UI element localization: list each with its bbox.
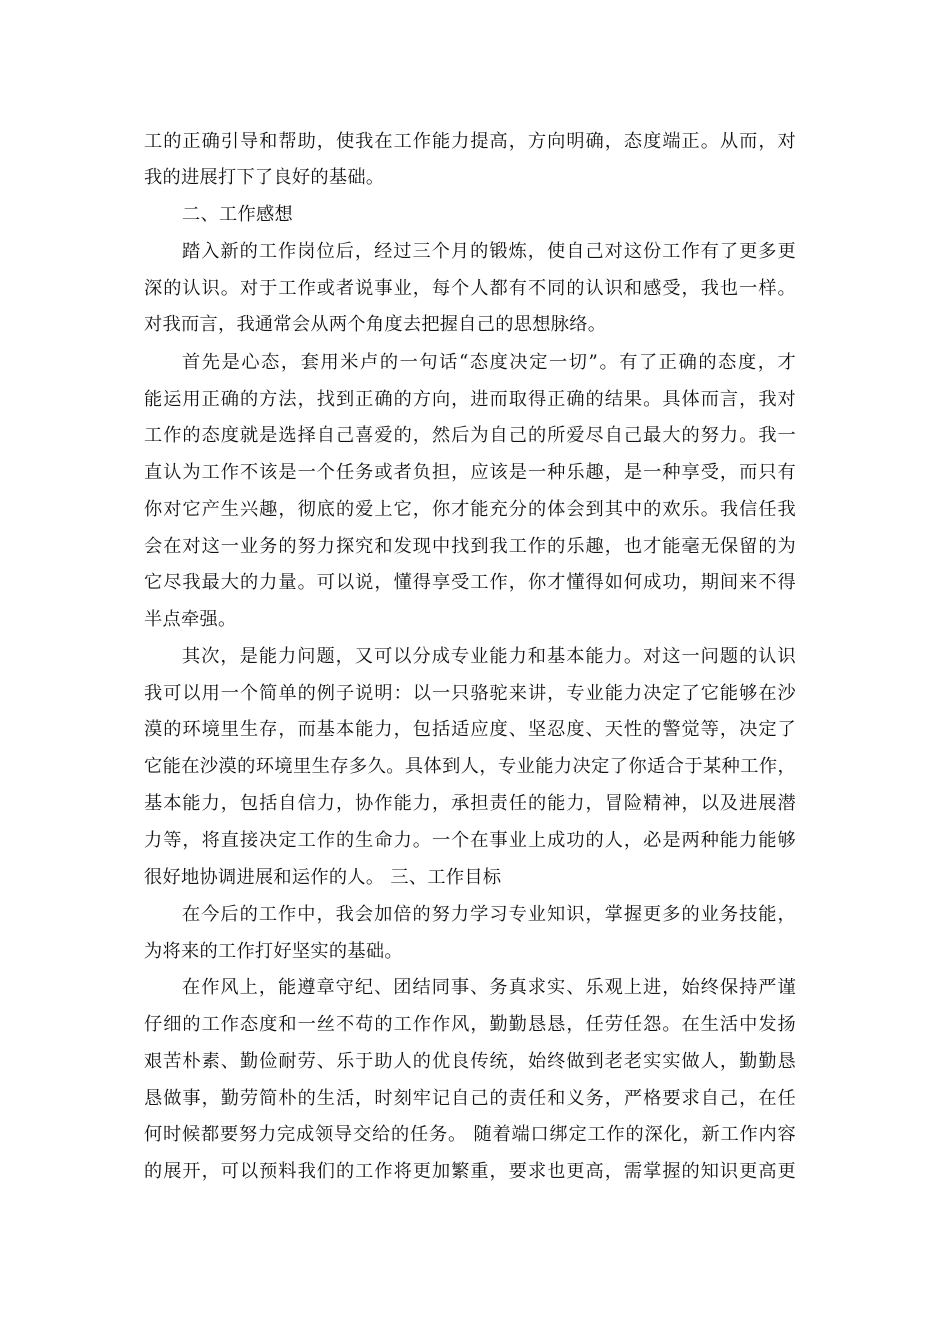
text-line: 其次，是能力问题，又可以分成专业能力和基本能力。对这一问题的认识 [182,646,796,667]
text-line: 工的正确引导和帮助，使我在工作能力提高，方向明确，态度端正。从而，对 [144,131,796,152]
text-line: 它能在沙漠的环境里生存多久。具体到人，专业能力决定了你适合于某种工作， [144,756,796,777]
text-line: 我可以用一个简单的例子说明：以一只骆驼来讲，专业能力决定了它能够在沙 [144,683,796,704]
text-line: 它尽我最大的力量。可以说，懂得享受工作，你才懂得如何成功，期间来不得 [144,572,796,593]
text-line: 何时候都要努力完成领导交给的任务。 随着端口绑定工作的深化，新工作内容 [144,1124,796,1145]
text-line: 对我而言，我通常会从两个角度去把握自己的思想脉络。 [144,314,607,335]
text-line: 恳做事，勤劳简朴的生活，时刻牢记自己的责任和义务，严格要求自己，在任 [144,1088,796,1109]
text-line: 深的认识。对于工作或者说事业，每个人都有不同的认识和感受，我也一样。 [144,278,796,299]
text-line: 艰苦朴素、勤俭耐劳、乐于助人的优良传统，始终做到老老实实做人，勤勤恳 [144,1051,796,1072]
text-line: 的展开，可以预料我们的工作将更加繁重，要求也更高，需掌握的知识更高更 [144,1161,796,1182]
text-line: 很好地协调进展和运作的人。 三、工作目标 [144,867,502,888]
text-line: 漠的环境里生存，而基本能力，包括适应度、坚忍度、天性的警觉等，决定了 [144,719,796,740]
text-line: 力等，将直接决定工作的生命力。一个在事业上成功的人，必是两种能力能够 [144,830,796,851]
text-line: 会在对这一业务的努力探究和发现中找到我工作的乐趣，也才能毫无保留的为 [144,536,796,557]
text-line: 你对它产生兴趣，彻底的爱上它，你才能充分的体会到其中的欢乐。我信任我 [144,499,796,520]
text-line: 直认为工作不该是一个任务或者负担，应该是一种乐趣，是一种享受，而只有 [144,462,796,483]
text-line: 为将来的工作打好坚实的基础。 [144,941,403,962]
text-line: 仔细的工作态度和一丝不苟的工作作风，勤勤恳恳，任劳任怨。在生活中发扬 [144,1014,796,1035]
text-line: 首先是心态，套用米卢的一句话“态度决定一切”。有了正确的态度，才 [182,352,796,373]
text-line: 基本能力，包括自信力，协作能力，承担责任的能力，冒险精神，以及进展潜 [144,793,796,814]
text-line: 半点牵强。 [144,609,237,630]
text-line: 踏入新的工作岗位后，经过三个月的锻炼，使自己对这份工作有了更多更 [182,241,796,262]
text-line: 二、工作感想 [182,204,293,225]
text-line: 在今后的工作中，我会加倍的努力学习专业知识，掌握更多的业务技能， [182,904,796,925]
text-line: 我的进展打下了良好的基础。 [144,167,385,188]
text-line: 在作风上，能遵章守纪、团结同事、务真求实、乐观上进，始终保持严谨 [182,977,796,998]
text-line: 能运用正确的方法，找到正确的方向，进而取得正确的结果。具体而言，我对 [144,389,796,410]
text-line: 工作的态度就是选择自己喜爱的，然后为自己的所爱尽自己最大的努力。我一 [144,425,796,446]
